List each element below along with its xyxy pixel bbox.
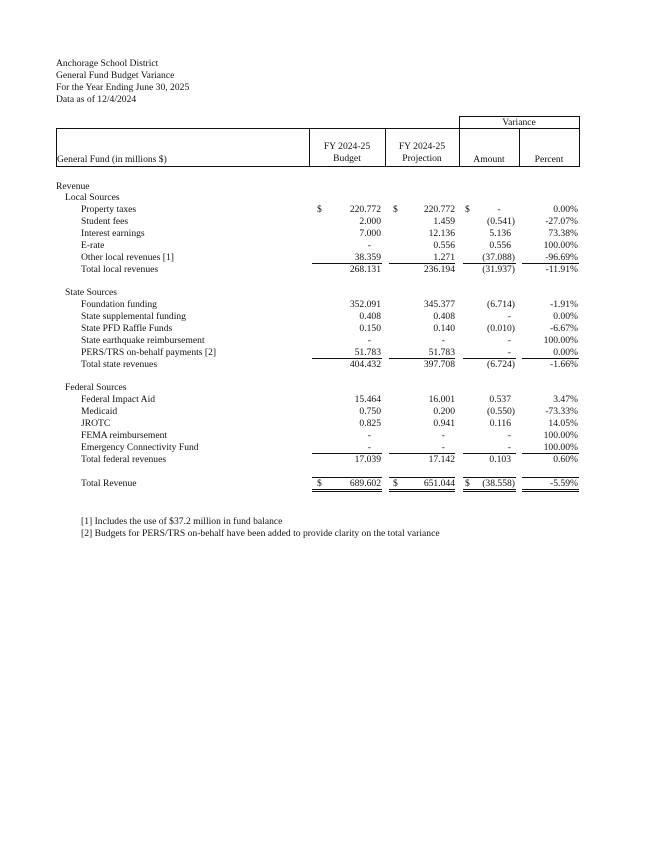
budget-value: 220.772 (349, 204, 381, 215)
projection-value: 0.408 (433, 311, 455, 322)
row-label: State supplemental funding (81, 311, 186, 322)
variance-amount: 0.103 (489, 454, 511, 465)
projection-value: 16.001 (428, 394, 455, 405)
row-label: JROTC (81, 418, 111, 429)
variance-amount: - (507, 347, 511, 358)
row-label: Medicaid (81, 406, 118, 417)
projection-value: 0.140 (433, 323, 455, 334)
double-underline (312, 491, 382, 492)
projection-value: 397.708 (423, 359, 455, 370)
projection-value: 0.556 (433, 240, 455, 251)
budget-value: 689.602 (349, 478, 381, 489)
variance-amount: 5.136 (489, 228, 511, 239)
header-bottom-border (56, 166, 579, 167)
projection-value: 1.459 (433, 216, 455, 227)
row-label: Student fees (81, 216, 129, 227)
row-label: Total Revenue (81, 478, 137, 489)
row-label: State earthquake reimbursement (81, 335, 205, 346)
row-label: Emergency Connectivity Fund (81, 442, 199, 453)
variance-amount: (6.724) (487, 359, 515, 370)
currency-symbol: $ (465, 204, 470, 215)
report-title: General Fund Budget Variance (56, 70, 175, 81)
local-sources-heading: Local Sources (65, 192, 120, 203)
variance-percent: -5.59% (550, 478, 578, 489)
projection-value: 17.142 (428, 454, 455, 465)
variance-amount: 0.556 (489, 240, 511, 251)
row-label: Other local revenues [1] (81, 252, 174, 263)
budget-value: - (367, 335, 371, 346)
projection-value: - (441, 442, 445, 453)
projection-value: 12.136 (428, 228, 455, 239)
variance-percent: 3.47% (553, 394, 578, 405)
fund-label-header: General Fund (in millions $) (57, 154, 167, 165)
projection-value: 0.941 (433, 418, 455, 429)
budget-value: - (367, 442, 371, 453)
budget-value: 51.783 (354, 347, 381, 358)
variance-percent: -27.07% (545, 216, 578, 227)
projection-value: 651.044 (423, 478, 455, 489)
budget-header-line2: Budget (333, 153, 361, 164)
row-label: Foundation funding (81, 299, 157, 310)
variance-percent: -96.69% (545, 252, 578, 263)
double-underline (389, 489, 455, 490)
currency-symbol: $ (393, 204, 398, 215)
projection-value: 0.200 (433, 406, 455, 417)
budget-value: 0.150 (359, 323, 381, 334)
budget-value: 268.131 (349, 264, 381, 275)
budget-value: - (367, 240, 371, 251)
double-underline (463, 489, 516, 490)
double-underline (389, 491, 455, 492)
variance-amount: 0.116 (489, 418, 511, 429)
variance-amount: (0.550) (487, 406, 515, 417)
state-sources-heading: State Sources (65, 287, 117, 298)
budget-value: 404.432 (349, 359, 381, 370)
header-divider (579, 116, 580, 167)
report-period: For the Year Ending June 30, 2025 (56, 82, 190, 93)
percent-header: Percent (534, 154, 564, 165)
variance-amount: - (497, 204, 501, 215)
budget-value: 0.750 (359, 406, 381, 417)
row-label: State PFD Raffle Funds (81, 323, 173, 334)
variance-amount: - (507, 335, 511, 346)
currency-symbol: $ (317, 478, 322, 489)
row-label: FEMA reimbursement (81, 430, 168, 441)
currency-symbol: $ (465, 478, 470, 489)
variance-amount: (0.541) (487, 216, 515, 227)
row-label: E-rate (81, 240, 105, 251)
variance-percent: 100.00% (543, 430, 578, 441)
row-label: Interest earnings (81, 228, 145, 239)
variance-percent: 73.38% (548, 228, 578, 239)
variance-amount: 0.537 (489, 394, 511, 405)
projection-value: 236.194 (423, 264, 455, 275)
budget-value: 38.359 (354, 252, 381, 263)
budget-value: 15.464 (354, 394, 381, 405)
budget-value: 0.825 (359, 418, 381, 429)
org-name: Anchorage School District (56, 58, 159, 69)
data-as-of: Data as of 12/4/2024 (56, 94, 137, 105)
budget-value: - (367, 430, 371, 441)
variance-amount: (37.088) (482, 252, 515, 263)
projection-value: 51.783 (428, 347, 455, 358)
variance-percent: 14.05% (548, 418, 578, 429)
variance-percent: -73.33% (545, 406, 578, 417)
variance-amount: - (507, 442, 511, 453)
amount-header: Amount (473, 154, 505, 165)
row-label: PERS/TRS on-behalf payments [2] (81, 347, 217, 358)
projection-value: 1.271 (433, 252, 455, 263)
projection-value: - (441, 430, 445, 441)
variance-percent: 0.60% (553, 454, 578, 465)
projection-header-line1: FY 2024-25 (398, 141, 446, 152)
variance-amount: (38.558) (482, 478, 515, 489)
variance-amount: - (507, 311, 511, 322)
row-label: Total state revenues (81, 359, 158, 370)
variance-percent: -11.91% (545, 264, 578, 275)
budget-value: 352.091 (349, 299, 381, 310)
variance-percent: 100.00% (543, 442, 578, 453)
double-underline (312, 489, 382, 490)
budget-header-line1: FY 2024-25 (323, 141, 371, 152)
variance-percent: 0.00% (553, 311, 578, 322)
section-revenue: Revenue (56, 181, 90, 192)
projection-header-line2: Projection (402, 153, 442, 164)
projection-value: 345.377 (423, 299, 455, 310)
budget-value: 0.408 (359, 311, 381, 322)
currency-symbol: $ (317, 204, 322, 215)
variance-percent: 100.00% (543, 335, 578, 346)
row-label: Total local revenues (81, 264, 159, 275)
variance-percent: -6.67% (550, 323, 578, 334)
double-underline (463, 491, 516, 492)
row-label: Federal Impact Aid (81, 394, 156, 405)
variance-percent: 100.00% (543, 240, 578, 251)
budget-value: 17.039 (354, 454, 381, 465)
row-label: Property taxes (81, 204, 137, 215)
double-underline (522, 491, 579, 492)
variance-amount: (6.714) (487, 299, 515, 310)
double-underline (522, 489, 579, 490)
variance-percent: 0.00% (553, 347, 578, 358)
footnote: [2] Budgets for PERS/TRS on-behalf have been added to provide clarity on the total variance (81, 528, 440, 539)
variance-amount: (0.010) (487, 323, 515, 334)
variance-amount: - (507, 430, 511, 441)
variance-percent: -1.91% (550, 299, 578, 310)
budget-value: 7.000 (359, 228, 381, 239)
federal-sources-heading: Federal Sources (65, 382, 127, 393)
footnote: [1] Includes the use of $37.2 million in fund balance (81, 516, 283, 527)
projection-value: 220.772 (423, 204, 455, 215)
budget-value: 2.000 (359, 216, 381, 227)
variance-header: Variance (502, 117, 536, 128)
row-label: Total federal revenues (81, 454, 167, 465)
variance-amount: (31.937) (482, 264, 515, 275)
currency-symbol: $ (393, 478, 398, 489)
variance-percent: 0.00% (553, 204, 578, 215)
variance-percent: -1.66% (550, 359, 578, 370)
projection-value: - (441, 335, 445, 346)
